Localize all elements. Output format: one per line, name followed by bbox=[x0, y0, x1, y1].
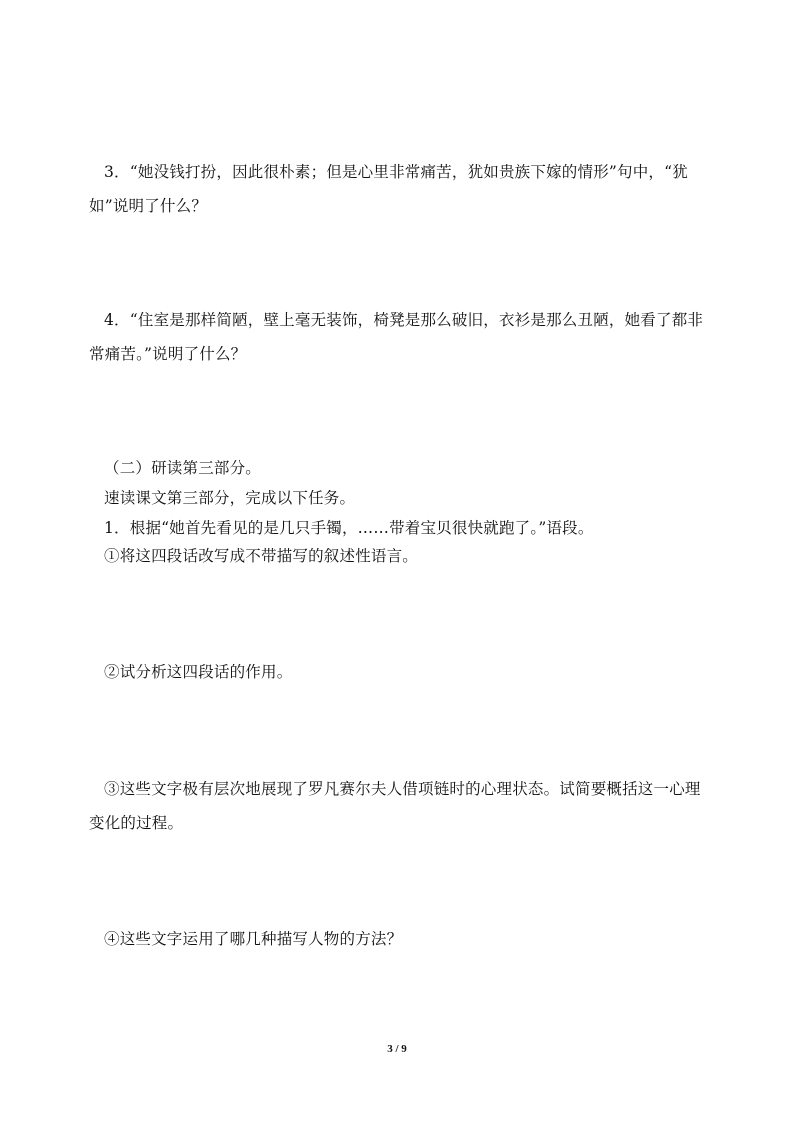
page-number: 3 / 9 bbox=[387, 1043, 407, 1055]
question-4-line-1: 4．“住室是那样简陋，壁上毫无装饰，椅凳是那么破旧，衣衫是那么丑陋，她看了都非 bbox=[104, 311, 704, 329]
subquestion-2: ②试分析这四段话的作用。 bbox=[104, 663, 293, 681]
section-2-question-1: 1．根据“她首先看见的是几只手镯，……带着宝贝很快就跑了。”语段。 bbox=[104, 519, 594, 537]
subquestion-1: ①将这四段话改写成不带描写的叙述性语言。 bbox=[104, 547, 419, 565]
subquestion-4: ④这些文字运用了哪几种描写人物的方法？ bbox=[104, 930, 403, 948]
subquestion-3-line-2: 变化的过程。 bbox=[89, 814, 184, 832]
question-3-line-2: 如”说明了什么？ bbox=[89, 197, 208, 215]
question-3-line-1: 3．“她没钱打扮，因此很朴素；但是心里非常痛苦，犹如贵族下嫁的情形”句中，“犹 bbox=[104, 163, 688, 181]
section-2-intro: 速读课文第三部分，完成以下任务。 bbox=[104, 489, 356, 507]
question-4-line-2: 常痛苦。”说明了什么？ bbox=[89, 345, 247, 363]
subquestion-3-line-1: ③这些文字极有层次地展现了罗凡赛尔夫人借项链时的心理状态。试简要概括这一心理 bbox=[104, 780, 701, 798]
section-2-title: （二）研读第三部分。 bbox=[104, 459, 262, 477]
